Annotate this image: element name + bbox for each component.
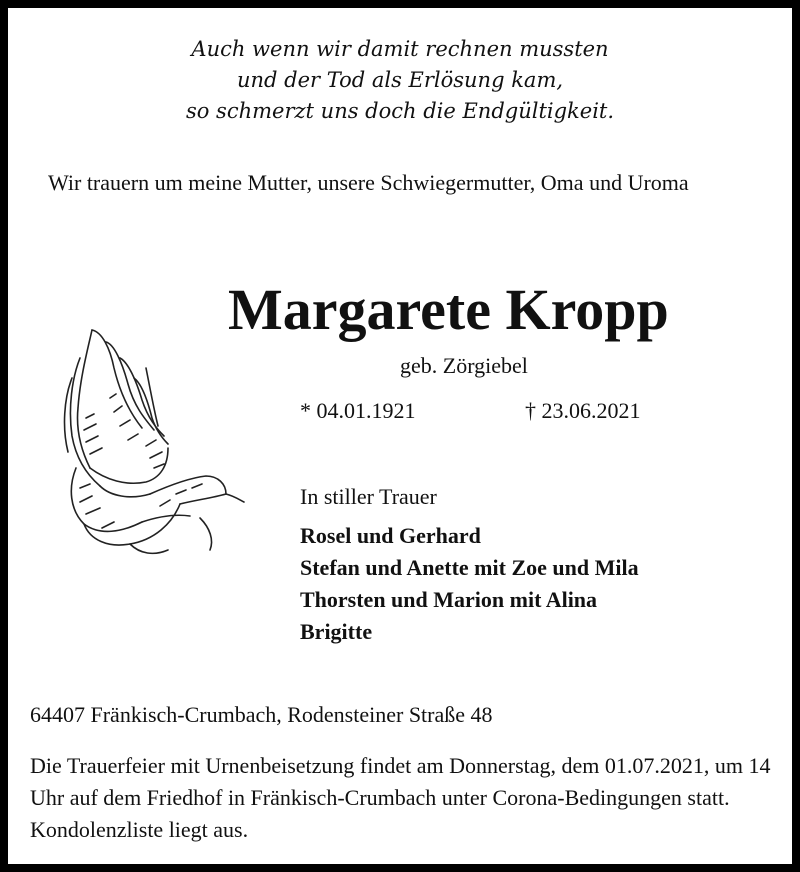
list-item: Brigitte (300, 619, 373, 644)
address: 64407 Fränkisch-Crumbach, Rodensteiner Straße 48 (30, 702, 493, 727)
poem-line: so schmerzt uns doch die Endgültigkeit. (185, 99, 615, 123)
mourning-label: In stiller Trauer (300, 484, 437, 509)
mourners-list (300, 520, 639, 648)
list-item: Stefan und Anette mit Zoe und Mila (300, 555, 639, 580)
birth-name: geb. Zörgiebel (400, 353, 528, 378)
list-item: Rosel und Gerhard (300, 523, 481, 548)
funeral-notice: Die Trauerfeier mit Urnenbeisetzung findet am Donnerstag, dem 01.07.2021, um 14 Uhr auf dem Friedhof in Fränkisch-Crumbach unter Corona-Bedingungen statt. Kondolenzliste liegt aus. (30, 753, 771, 842)
poem-line: und der Tod als Erlösung kam, (236, 68, 564, 92)
poem-line: Auch wenn wir damit rechnen mussten (191, 37, 609, 61)
deceased-name: Margarete Kropp (228, 277, 669, 342)
birth-date: * 04.01.1921 (300, 398, 416, 423)
death-date: † 23.06.2021 (525, 398, 641, 423)
list-item: Thorsten und Marion mit Alina (300, 587, 598, 612)
intro-text: Wir trauern um meine Mutter, unsere Schwiegermutter, Oma und Uroma (48, 170, 689, 195)
poem (0, 34, 800, 127)
praying-hands-icon (50, 318, 250, 558)
